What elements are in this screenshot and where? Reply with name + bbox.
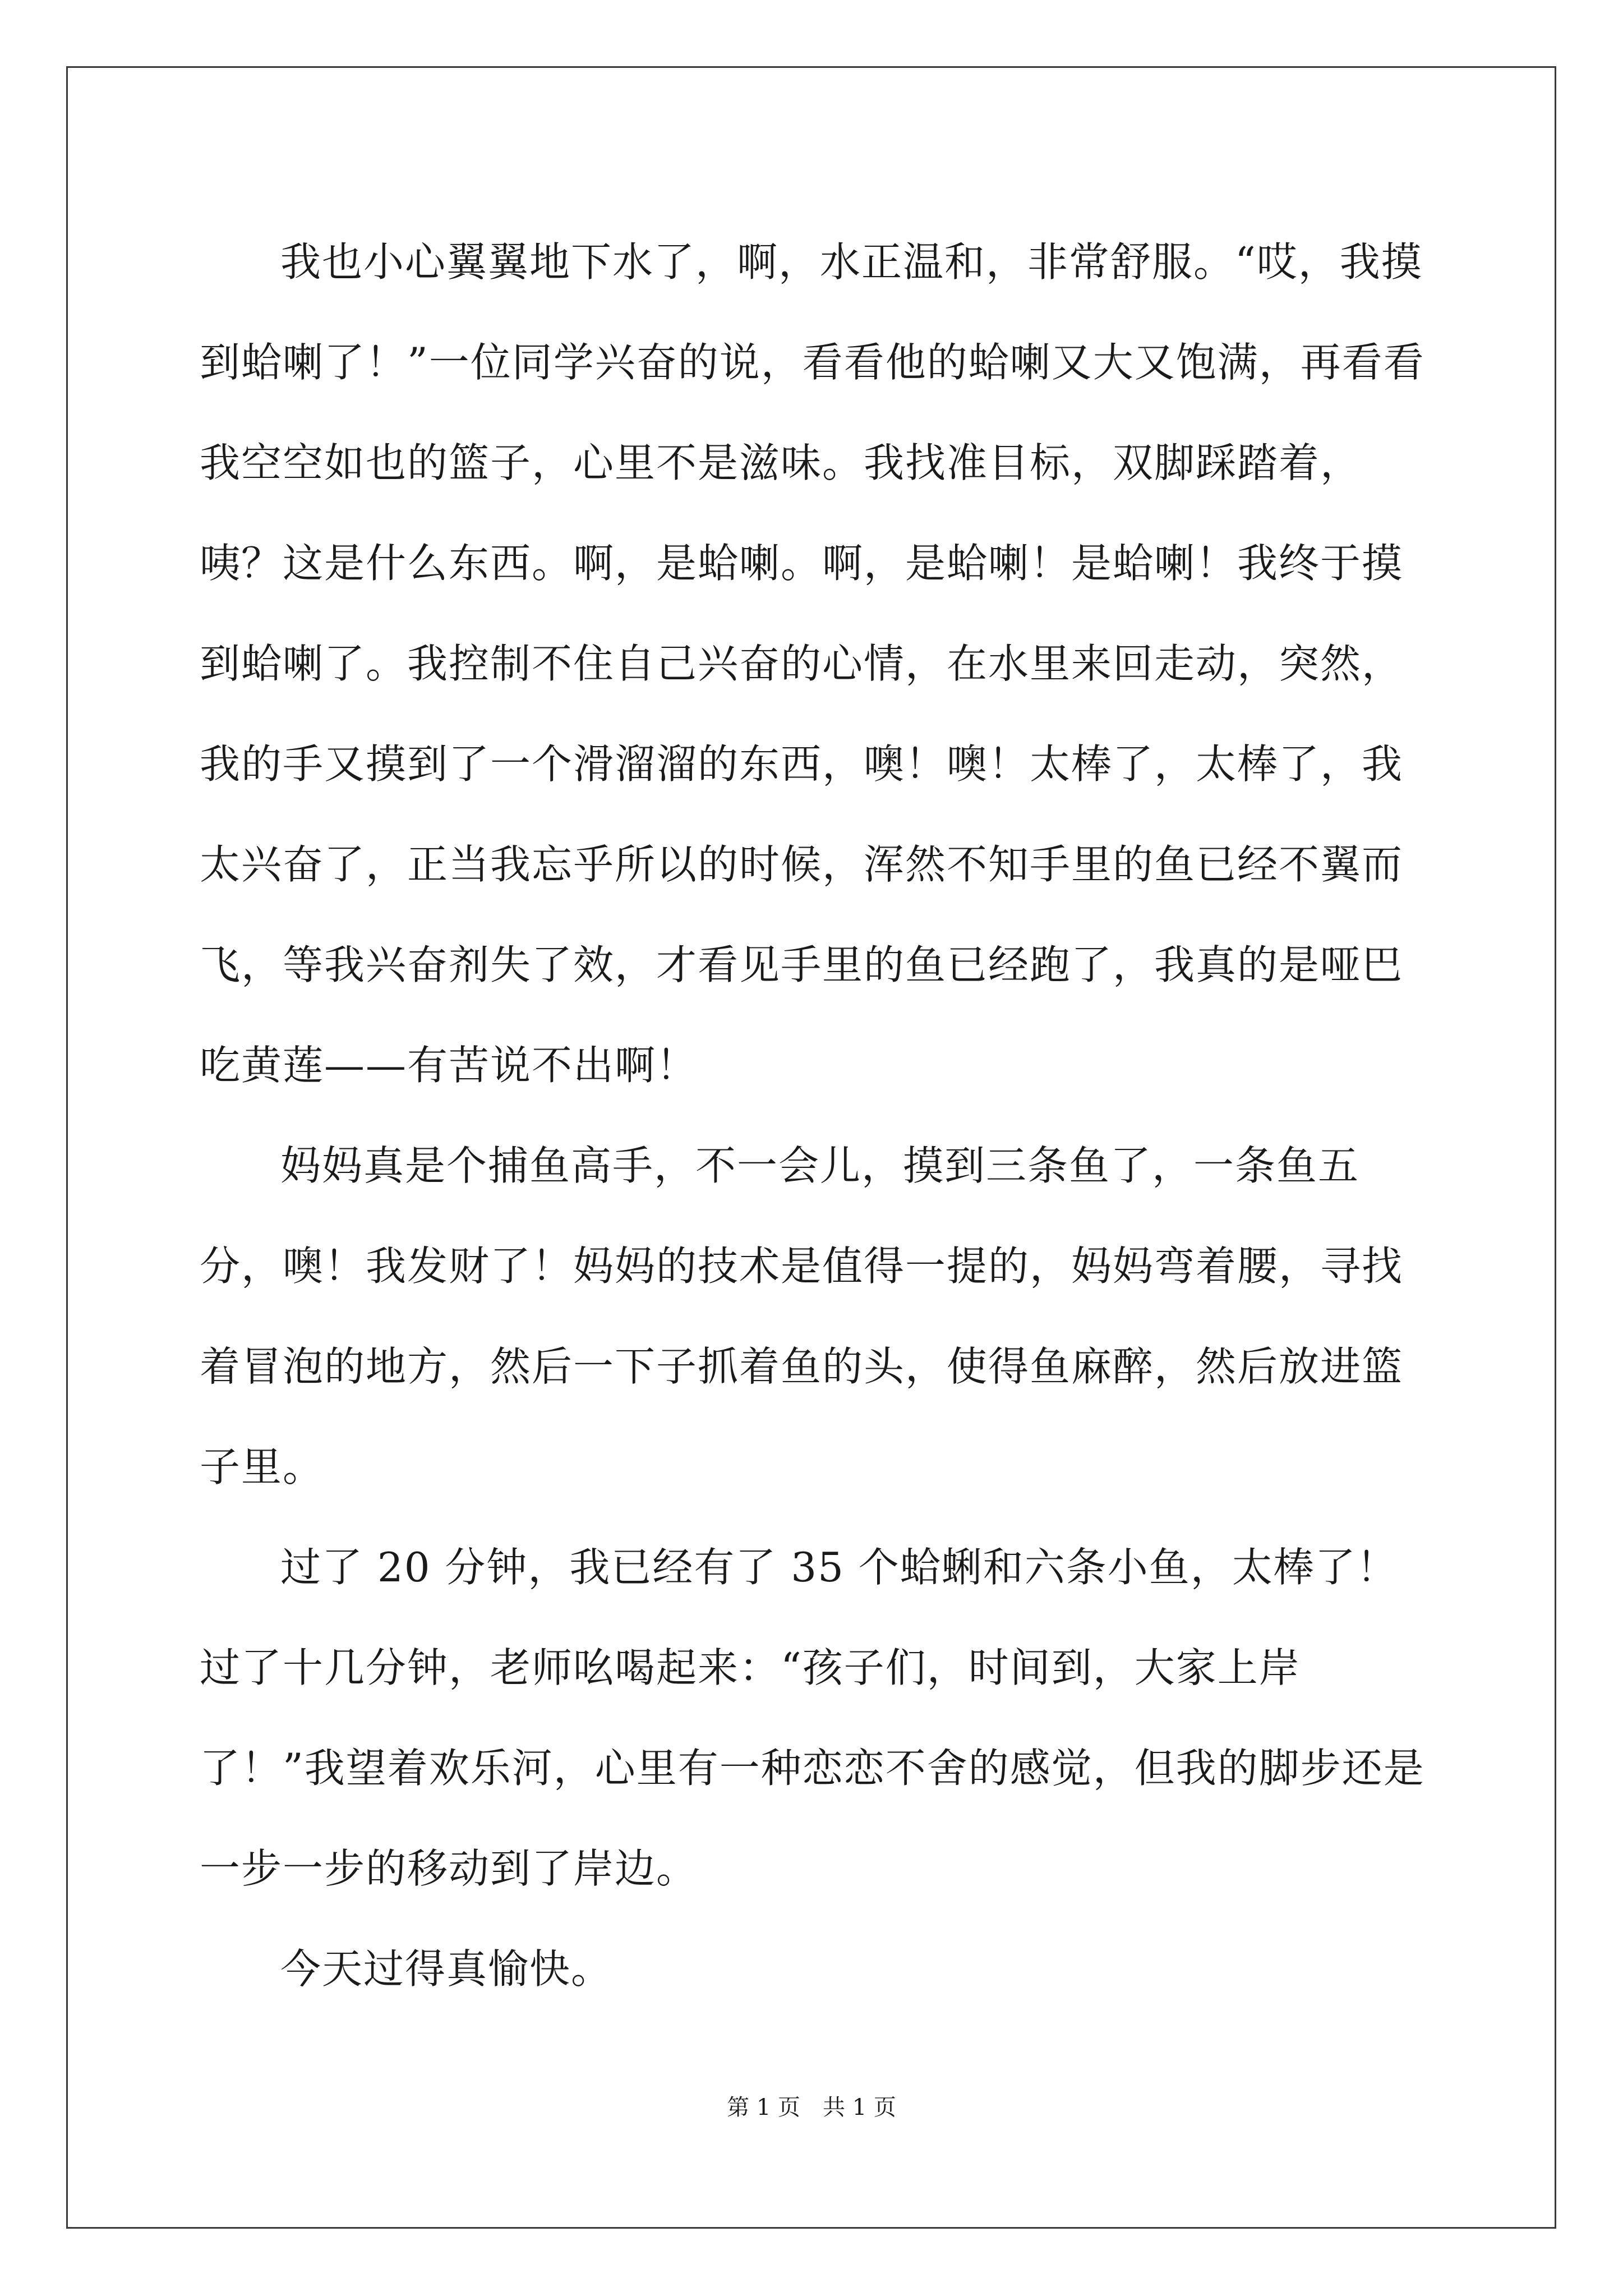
paragraph-1: 我也小心翼翼地下水了，啊，水正温和，非常舒服。“哎，我摸到蛤喇了！”一位同学兴奋的说，看看他的蛤喇又大又饱满，再看看我空空如也的篮子，心里不是滋味。我找准目标，双脚踩踏着，咦？这是什么东西。啊，是蛤喇。啊，是蛤喇！是蛤喇！我终于摸到蛤喇了。我控制不住自己兴奋的心情，在水里来回走动，突然，我的手又摸到了一个滑溜溜的东西，噢！噢！太棒了，太棒了，我太兴奋了，正当我忘乎所以的时候，浑然不知手里的鱼已经不翼而飞，等我兴奋剂失了效，才看见手里的鱼已经跑了，我真的是哑巴吃黄莲——有苦说不出啊！ — [200, 238, 1425, 1089]
page-footer — [0, 2090, 1623, 2122]
page-number-text: 第 1 页 共 1 页 — [727, 2095, 896, 2120]
paragraph-3: 过了 20 分钟，我已经有了 35 个蛤蜊和六条小鱼，太棒了！过了十几分钟，老师吆喝起来：“孩子们，时间到，大家上岸了！”我望着欢乐河，心里有一种恋恋不舍的感觉，但我的脚步还是一步一步的移动到了岸边。 — [200, 1544, 1425, 1892]
paragraph-4: 今天过得真愉快。 — [280, 1945, 613, 1993]
document-body — [200, 212, 1439, 2019]
paragraph-2: 妈妈真是个捕鱼高手，不一会儿，摸到三条鱼了，一条鱼五分，噢！我发财了！妈妈的技术是值得一提的，妈妈弯着腰，寻找着冒泡的地方，然后一下子抓着鱼的头，使得鱼麻醉，然后放进篮子里。 — [200, 1142, 1404, 1490]
